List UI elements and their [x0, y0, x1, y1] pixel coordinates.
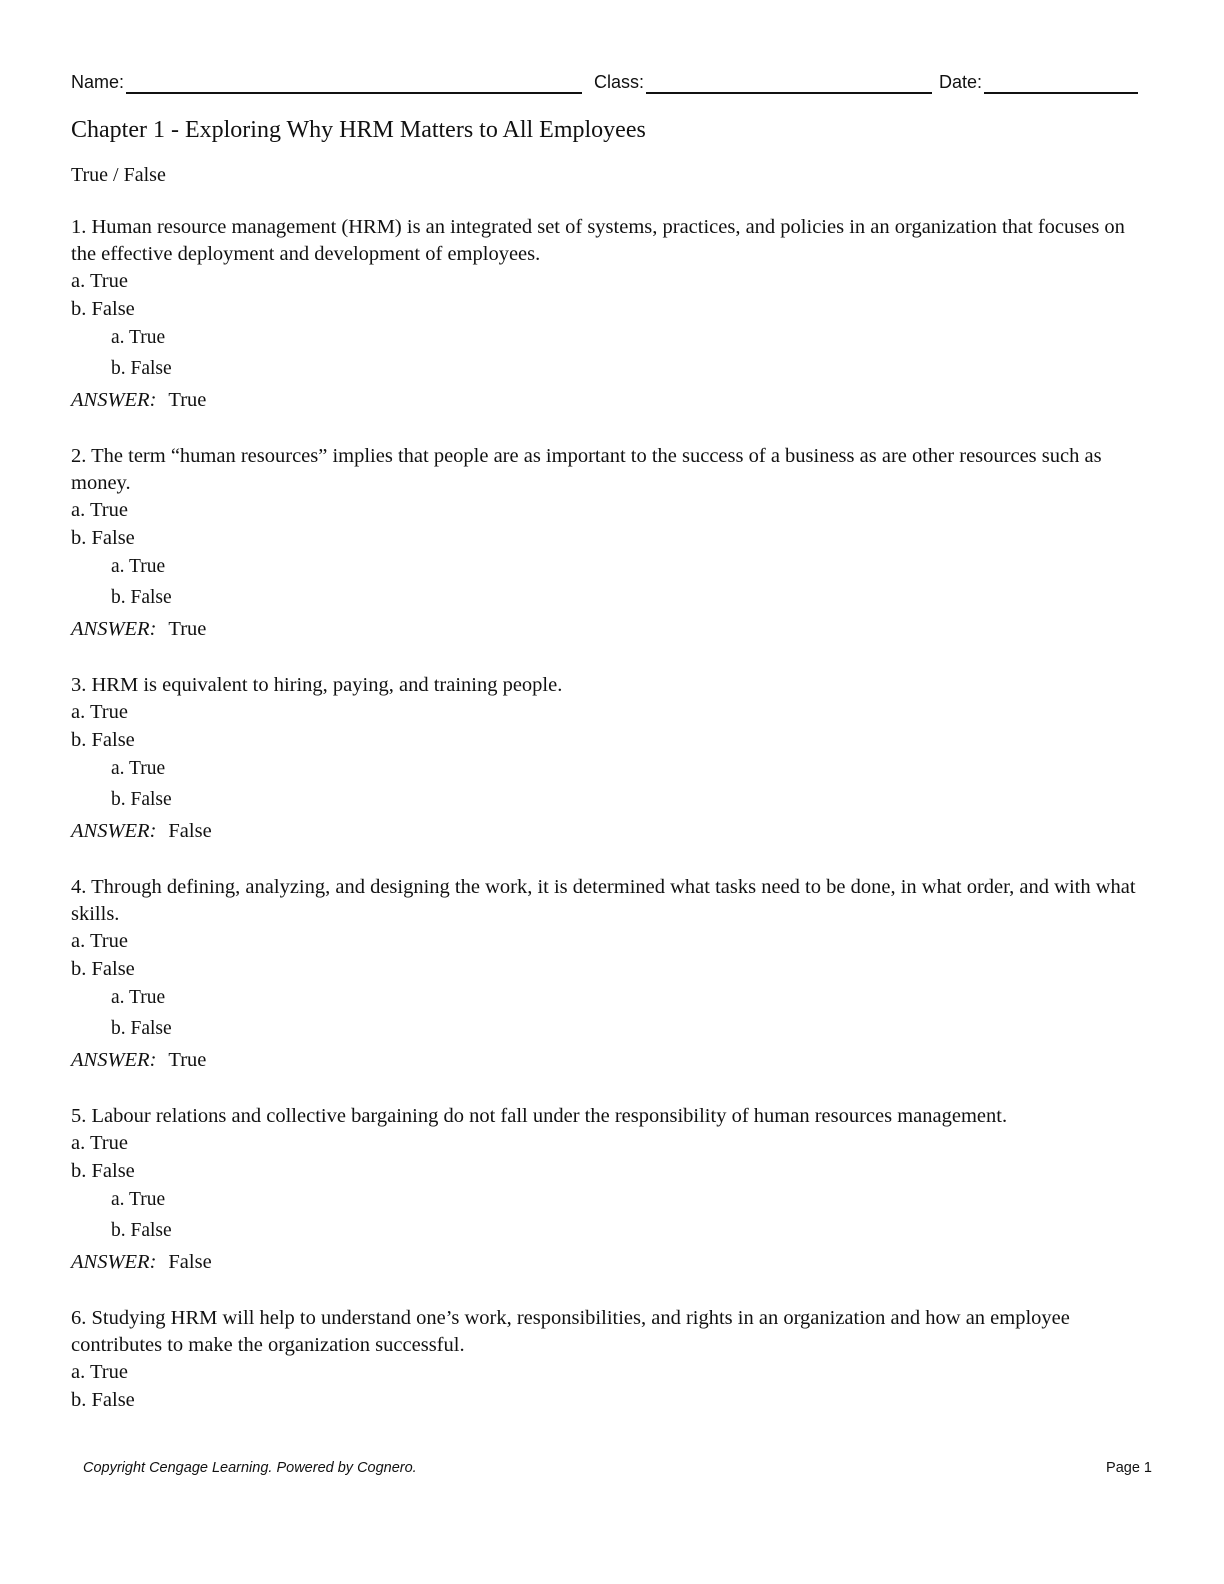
question-item: [71, 214, 1146, 416]
option-true: a. True: [71, 1132, 128, 1154]
answer-label: ANSWER:: [71, 820, 157, 842]
answer-line: [71, 1247, 1146, 1278]
sub-option-true: a. True: [111, 556, 166, 577]
answer-label: ANSWER:: [71, 1251, 157, 1273]
date-field: [939, 70, 1138, 94]
page-number: Page 1: [1106, 1460, 1152, 1476]
student-info-header: [71, 70, 1143, 98]
question-stem: 6. Studying HRM will help to understand one’s work, responsibilities, and rights in an organization and how an employee contributes to make the organization successful.: [71, 1307, 1070, 1356]
question-item: [71, 1305, 1146, 1414]
option-false: b. False: [71, 297, 135, 320]
section-heading: True / False: [71, 164, 166, 186]
question-stem: 5. Labour relations and collective bargaining do not fall under the responsibility of human resources management.: [71, 1105, 1008, 1127]
date-blank-line: [984, 72, 1138, 94]
answer-label: ANSWER:: [71, 1049, 157, 1071]
sub-option-true: a. True: [111, 987, 166, 1008]
answer-value: True: [168, 1049, 207, 1071]
question-stem: 3. HRM is equivalent to hiring, paying, and training people.: [71, 674, 563, 696]
question-stem: 1. Human resource management (HRM) is an integrated set of systems, practices, and policies in an organization that focuses on the effective deployment and development of employees.: [71, 216, 1125, 265]
answer-line: [71, 614, 1146, 645]
sub-option-false: b. False: [111, 1219, 172, 1241]
answer-label: ANSWER:: [71, 618, 157, 640]
sub-option-false: b. False: [111, 1017, 172, 1039]
answer-label: ANSWER:: [71, 389, 157, 411]
chapter-title: Chapter 1 - Exploring Why HRM Matters to All Employees: [71, 117, 646, 143]
question-stem: 2. The term “human resources” implies that people are as important to the success of a business as are other resources such as money.: [71, 445, 1102, 494]
class-blank-line: [646, 72, 932, 94]
option-true: a. True: [71, 499, 128, 521]
class-label: Class:: [594, 72, 645, 92]
answer-value: True: [168, 389, 207, 411]
sub-option-true: a. True: [111, 1189, 166, 1210]
sub-option-false: b. False: [111, 357, 172, 379]
answer-line: [71, 816, 1146, 847]
option-true: a. True: [71, 701, 128, 723]
date-label: Date:: [939, 72, 983, 92]
question-list: [71, 214, 1146, 1441]
option-false: b. False: [71, 728, 135, 751]
question-item: [71, 1103, 1146, 1278]
option-true: a. True: [71, 930, 128, 952]
copyright-text: Copyright Cengage Learning. Powered by Cognero.: [83, 1460, 417, 1476]
name-blank-line: [126, 72, 582, 94]
option-false: b. False: [71, 957, 135, 980]
question-item: [71, 672, 1146, 847]
option-true: a. True: [71, 1361, 128, 1383]
question-stem: 4. Through defining, analyzing, and designing the work, it is determined what tasks need to be done, in what order, and with what skills.: [71, 876, 1136, 925]
option-true: a. True: [71, 270, 128, 292]
answer-line: [71, 1045, 1146, 1076]
name-field: [71, 70, 582, 94]
page-footer: [83, 1460, 1152, 1480]
sub-option-false: b. False: [111, 586, 172, 608]
question-item: [71, 874, 1146, 1076]
answer-value: True: [168, 618, 207, 640]
answer-line: [71, 385, 1146, 416]
sub-option-true: a. True: [111, 758, 166, 779]
name-label: Name:: [71, 72, 125, 92]
class-field: [594, 70, 932, 94]
answer-value: False: [168, 1251, 212, 1273]
sub-option-false: b. False: [111, 788, 172, 810]
answer-value: False: [168, 820, 212, 842]
option-false: b. False: [71, 526, 135, 549]
option-false: b. False: [71, 1388, 135, 1411]
question-item: [71, 443, 1146, 645]
sub-option-true: a. True: [111, 327, 166, 348]
option-false: b. False: [71, 1159, 135, 1182]
